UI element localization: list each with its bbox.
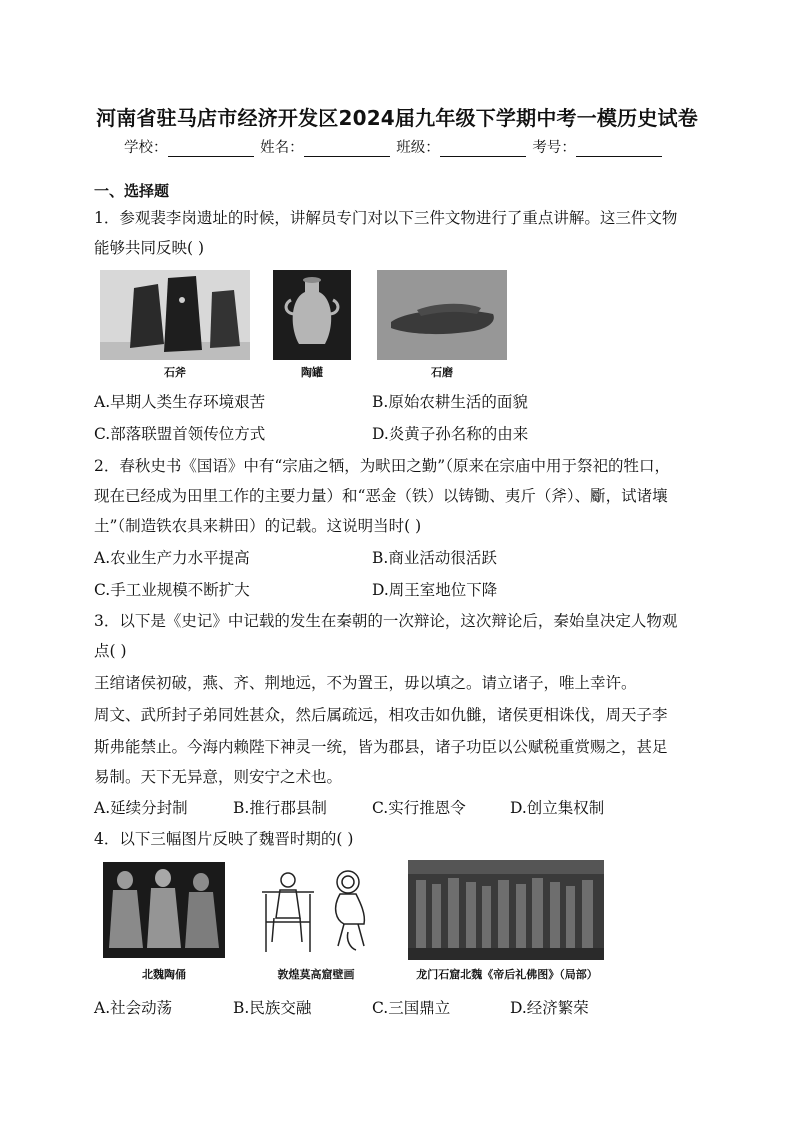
q3-option-b[interactable]: B.推行郡县制 xyxy=(233,799,327,817)
longmen-relief-photo xyxy=(408,860,604,960)
q1-option-b[interactable]: B.原始农耕生活的面貌 xyxy=(372,393,528,411)
exam-number-blank[interactable] xyxy=(576,142,662,157)
q2-option-c[interactable]: C.手工业规模不断扩大 xyxy=(94,581,250,599)
grinding-stone-caption: 石磨 xyxy=(431,366,453,379)
q3-quote-line-3: 斯弗能禁止。今海内赖陛下神灵一统，皆为郡县，诸子功臣以公赋税重赏赐之，甚足 xyxy=(94,738,668,756)
northern-wei-figurines-caption: 北魏陶俑 xyxy=(142,968,186,981)
northern-wei-figurines-photo xyxy=(103,862,225,958)
q4-option-b[interactable]: B.民族交融 xyxy=(233,999,312,1017)
school-label: 学校： xyxy=(124,140,168,156)
school-blank[interactable] xyxy=(168,142,254,157)
q3-quote-line-4: 易制。天下无异意，则安宁之术也。 xyxy=(94,768,343,786)
exam-title: 河南省驻马店市经济开发区2024届九年级下学期中考一模历史试卷 xyxy=(96,106,698,130)
longmen-relief-caption: 龙门石窟北魏《帝后礼佛图》（局部） xyxy=(416,968,598,981)
dunhuang-mural-drawing xyxy=(252,862,380,958)
q2-option-d[interactable]: D.周王室地位下降 xyxy=(372,581,498,599)
student-info-row xyxy=(124,136,664,157)
q4-option-d[interactable]: D.经济繁荣 xyxy=(510,999,589,1017)
pottery-jar-caption: 陶罐 xyxy=(301,366,323,379)
pottery-jar-photo xyxy=(273,270,351,360)
q2-option-b[interactable]: B.商业活动很活跃 xyxy=(372,549,497,567)
q1-stem-line-1: 1．参观裴李岗遗址的时候，讲解员专门对以下三件文物进行了重点讲解。这三件文物 xyxy=(94,209,678,227)
section-heading: 一、选择题 xyxy=(94,182,170,200)
q4-option-a[interactable]: A.社会动荡 xyxy=(94,999,173,1017)
q3-option-c[interactable]: C.实行推恩令 xyxy=(372,799,466,817)
q3-quote-line-1: 王绾诸侯初破，燕、齐、荆地远，不为置王，毋以填之。请立诸子，唯上幸许。 xyxy=(94,674,637,692)
q3-stem-line-1: 3．以下是《史记》中记载的发生在秦朝的一次辩论，这次辩论后，秦始皇决定人物观 xyxy=(94,612,678,630)
q1-option-a[interactable]: A.早期人类生存环境艰苦 xyxy=(94,393,266,411)
q3-quote-line-2: 周文、武所封子弟同姓甚众，然后属疏远，相攻击如仇雠，诸侯更相诛伐，周天子李 xyxy=(94,706,668,724)
class-label: 班级： xyxy=(396,140,440,156)
q1-stem-line-2: 能够共同反映( ) xyxy=(94,239,205,257)
grinding-stone-photo xyxy=(377,270,507,360)
q2-stem-line-3: 土”（制造铁农具来耕田）的记载。这说明当时( ) xyxy=(94,517,422,535)
name-blank[interactable] xyxy=(304,142,390,157)
stone-axe-photo xyxy=(100,270,250,360)
q1-option-c[interactable]: C.部落联盟首领传位方式 xyxy=(94,425,266,443)
exam-number-label: 考号： xyxy=(532,140,576,156)
name-label: 姓名： xyxy=(260,140,304,156)
q3-option-d[interactable]: D.创立集权制 xyxy=(510,799,605,817)
q2-option-a[interactable]: A.农业生产力水平提高 xyxy=(94,549,250,567)
stone-axe-caption: 石斧 xyxy=(164,366,186,379)
q2-stem-line-2: 现在已经成为田里工作的主要力量）和“恶金（铁）以铸锄、夷斤（斧）、斸，试诸壤 xyxy=(94,487,668,505)
q4-option-c[interactable]: C.三国鼎立 xyxy=(372,999,451,1017)
q2-stem-line-1: 2．春秋史书《国语》中有“宗庙之牺，为畎田之勤”（原来在宗庙中用于祭祀的牲口， xyxy=(94,457,670,475)
q4-stem-line-1: 4．以下三幅图片反映了魏晋时期的( ) xyxy=(94,830,354,848)
class-blank[interactable] xyxy=(440,142,526,157)
q3-option-a[interactable]: A.延续分封制 xyxy=(94,799,188,817)
q3-stem-line-2: 点( ) xyxy=(94,642,127,660)
dunhuang-mural-caption: 敦煌莫高窟壁画 xyxy=(277,968,355,981)
q1-option-d[interactable]: D.炎黄子孙名称的由来 xyxy=(372,425,529,443)
